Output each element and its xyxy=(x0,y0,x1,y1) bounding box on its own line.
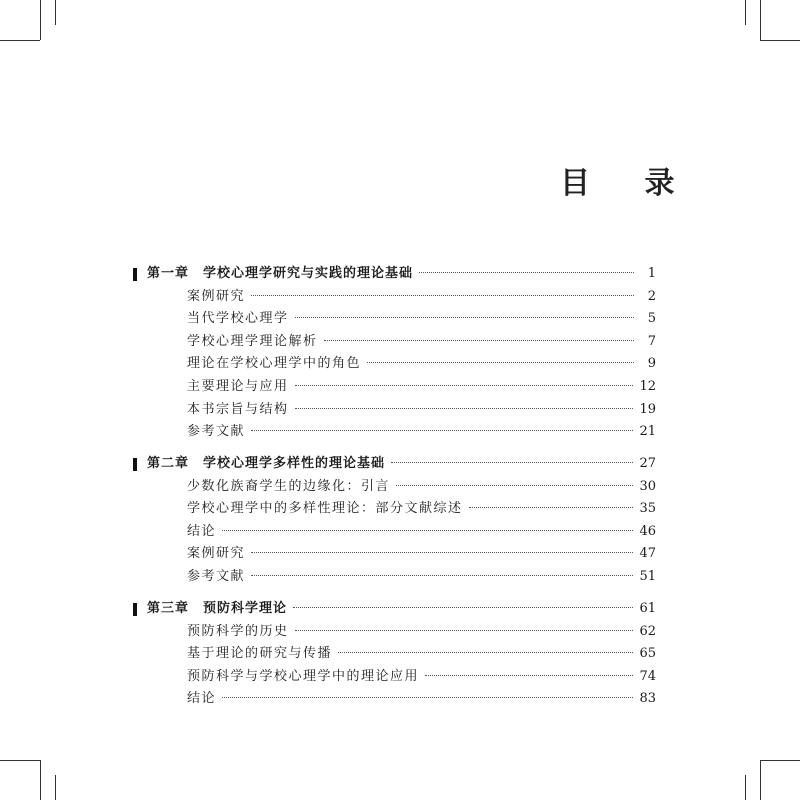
page-number: 46 xyxy=(639,523,656,539)
crop-mark xyxy=(760,760,761,800)
page-number: 19 xyxy=(639,401,656,417)
toc-section[interactable] xyxy=(187,568,656,586)
page-number: 47 xyxy=(639,546,656,562)
crop-mark xyxy=(745,775,746,800)
chapter-marker xyxy=(133,603,137,616)
section-title: 主要理论与应用 xyxy=(187,379,289,394)
chapter-marker xyxy=(133,268,137,281)
section-title: 学校心理学理论解析 xyxy=(187,333,318,349)
toc-section[interactable] xyxy=(187,523,656,541)
crop-mark xyxy=(0,760,40,761)
section-title: 基于理论的研究与传播 xyxy=(187,646,333,662)
crop-mark xyxy=(760,40,800,41)
section-title: 少数化族裔学生的边缘化：引言 xyxy=(187,478,391,494)
dot-leader xyxy=(293,607,633,608)
dot-leader xyxy=(251,552,633,553)
dot-leader xyxy=(469,507,634,508)
toc-section[interactable] xyxy=(187,355,656,373)
page-number: 83 xyxy=(639,691,656,707)
page-number: 65 xyxy=(639,646,656,662)
dot-leader xyxy=(295,630,634,631)
toc-chapter[interactable] xyxy=(133,600,656,618)
crop-mark xyxy=(40,760,41,800)
dot-leader xyxy=(396,485,633,486)
section-title: 案例研究 xyxy=(187,288,246,304)
chapter-number: 第一章 xyxy=(147,266,190,281)
chapter-marker xyxy=(133,458,137,471)
toc-section[interactable] xyxy=(187,288,656,306)
dot-leader xyxy=(425,675,633,676)
page-number: 51 xyxy=(639,569,656,584)
dot-leader xyxy=(295,317,634,318)
chapter-title: 学校心理学研究与实践的理论基础 xyxy=(203,266,414,281)
page-number: 5 xyxy=(647,311,656,327)
toc-section[interactable] xyxy=(187,333,656,351)
chapter-title: 预防科学理论 xyxy=(203,601,288,616)
page-number: 1 xyxy=(647,266,656,281)
chapter-title: 学校心理学多样性的理论基础 xyxy=(203,456,386,471)
crop-mark xyxy=(0,40,40,41)
page-number: 74 xyxy=(639,668,656,684)
toc-section[interactable] xyxy=(187,668,656,686)
crop-mark xyxy=(55,775,56,800)
toc-section[interactable] xyxy=(187,478,656,496)
toc-chapter[interactable] xyxy=(133,265,656,283)
page-number: 12 xyxy=(639,379,656,394)
dot-leader xyxy=(419,272,634,273)
section-title: 案例研究 xyxy=(187,546,246,562)
page-number: 61 xyxy=(639,601,656,616)
section-title: 理论在学校心理学中的角色 xyxy=(187,356,362,372)
crop-mark xyxy=(745,0,746,25)
page-number: 62 xyxy=(639,623,656,639)
toc-section[interactable] xyxy=(187,500,656,518)
dot-leader xyxy=(367,362,634,363)
dot-leader xyxy=(251,430,633,431)
toc-section[interactable] xyxy=(187,545,656,563)
page-number: 7 xyxy=(647,333,656,349)
dot-leader xyxy=(295,385,634,386)
page-number: 35 xyxy=(639,501,656,517)
crop-mark xyxy=(760,0,761,40)
section-title: 参考文献 xyxy=(187,424,246,440)
crop-mark xyxy=(40,0,41,40)
page-number: 27 xyxy=(639,456,656,471)
section-title: 结论 xyxy=(187,523,217,539)
dot-leader xyxy=(324,340,634,341)
section-title: 结论 xyxy=(187,691,217,707)
section-title: 参考文献 xyxy=(187,569,246,584)
dot-leader xyxy=(222,697,633,698)
dot-leader xyxy=(295,408,634,409)
section-title: 预防科学与学校心理学中的理论应用 xyxy=(187,668,420,684)
dot-leader xyxy=(251,295,634,296)
page-number: 21 xyxy=(639,424,656,440)
dot-leader xyxy=(222,530,633,531)
crop-mark xyxy=(55,0,56,25)
toc-section[interactable] xyxy=(187,690,656,708)
toc-chapter[interactable] xyxy=(133,455,656,473)
page-title: 目 录 xyxy=(560,166,697,201)
section-title: 本书宗旨与结构 xyxy=(187,401,289,417)
toc-section[interactable] xyxy=(187,378,656,396)
page-number: 2 xyxy=(647,288,656,304)
section-title: 学校心理学中的多样性理论：部分文献综述 xyxy=(187,501,463,517)
dot-leader xyxy=(391,462,633,463)
chapter-number: 第二章 xyxy=(147,456,190,471)
page-number: 30 xyxy=(639,478,656,494)
toc-section[interactable] xyxy=(187,645,656,663)
section-title: 预防科学的历史 xyxy=(187,623,289,639)
toc-section[interactable] xyxy=(187,423,656,441)
chapter-number: 第三章 xyxy=(147,601,190,616)
section-title: 当代学校心理学 xyxy=(187,311,289,327)
page-number: 9 xyxy=(647,356,656,372)
toc-section[interactable] xyxy=(187,310,656,328)
crop-mark xyxy=(760,760,800,761)
toc-section[interactable] xyxy=(187,401,656,419)
dot-leader xyxy=(251,575,633,576)
toc-section[interactable] xyxy=(187,623,656,641)
dot-leader xyxy=(338,652,633,653)
